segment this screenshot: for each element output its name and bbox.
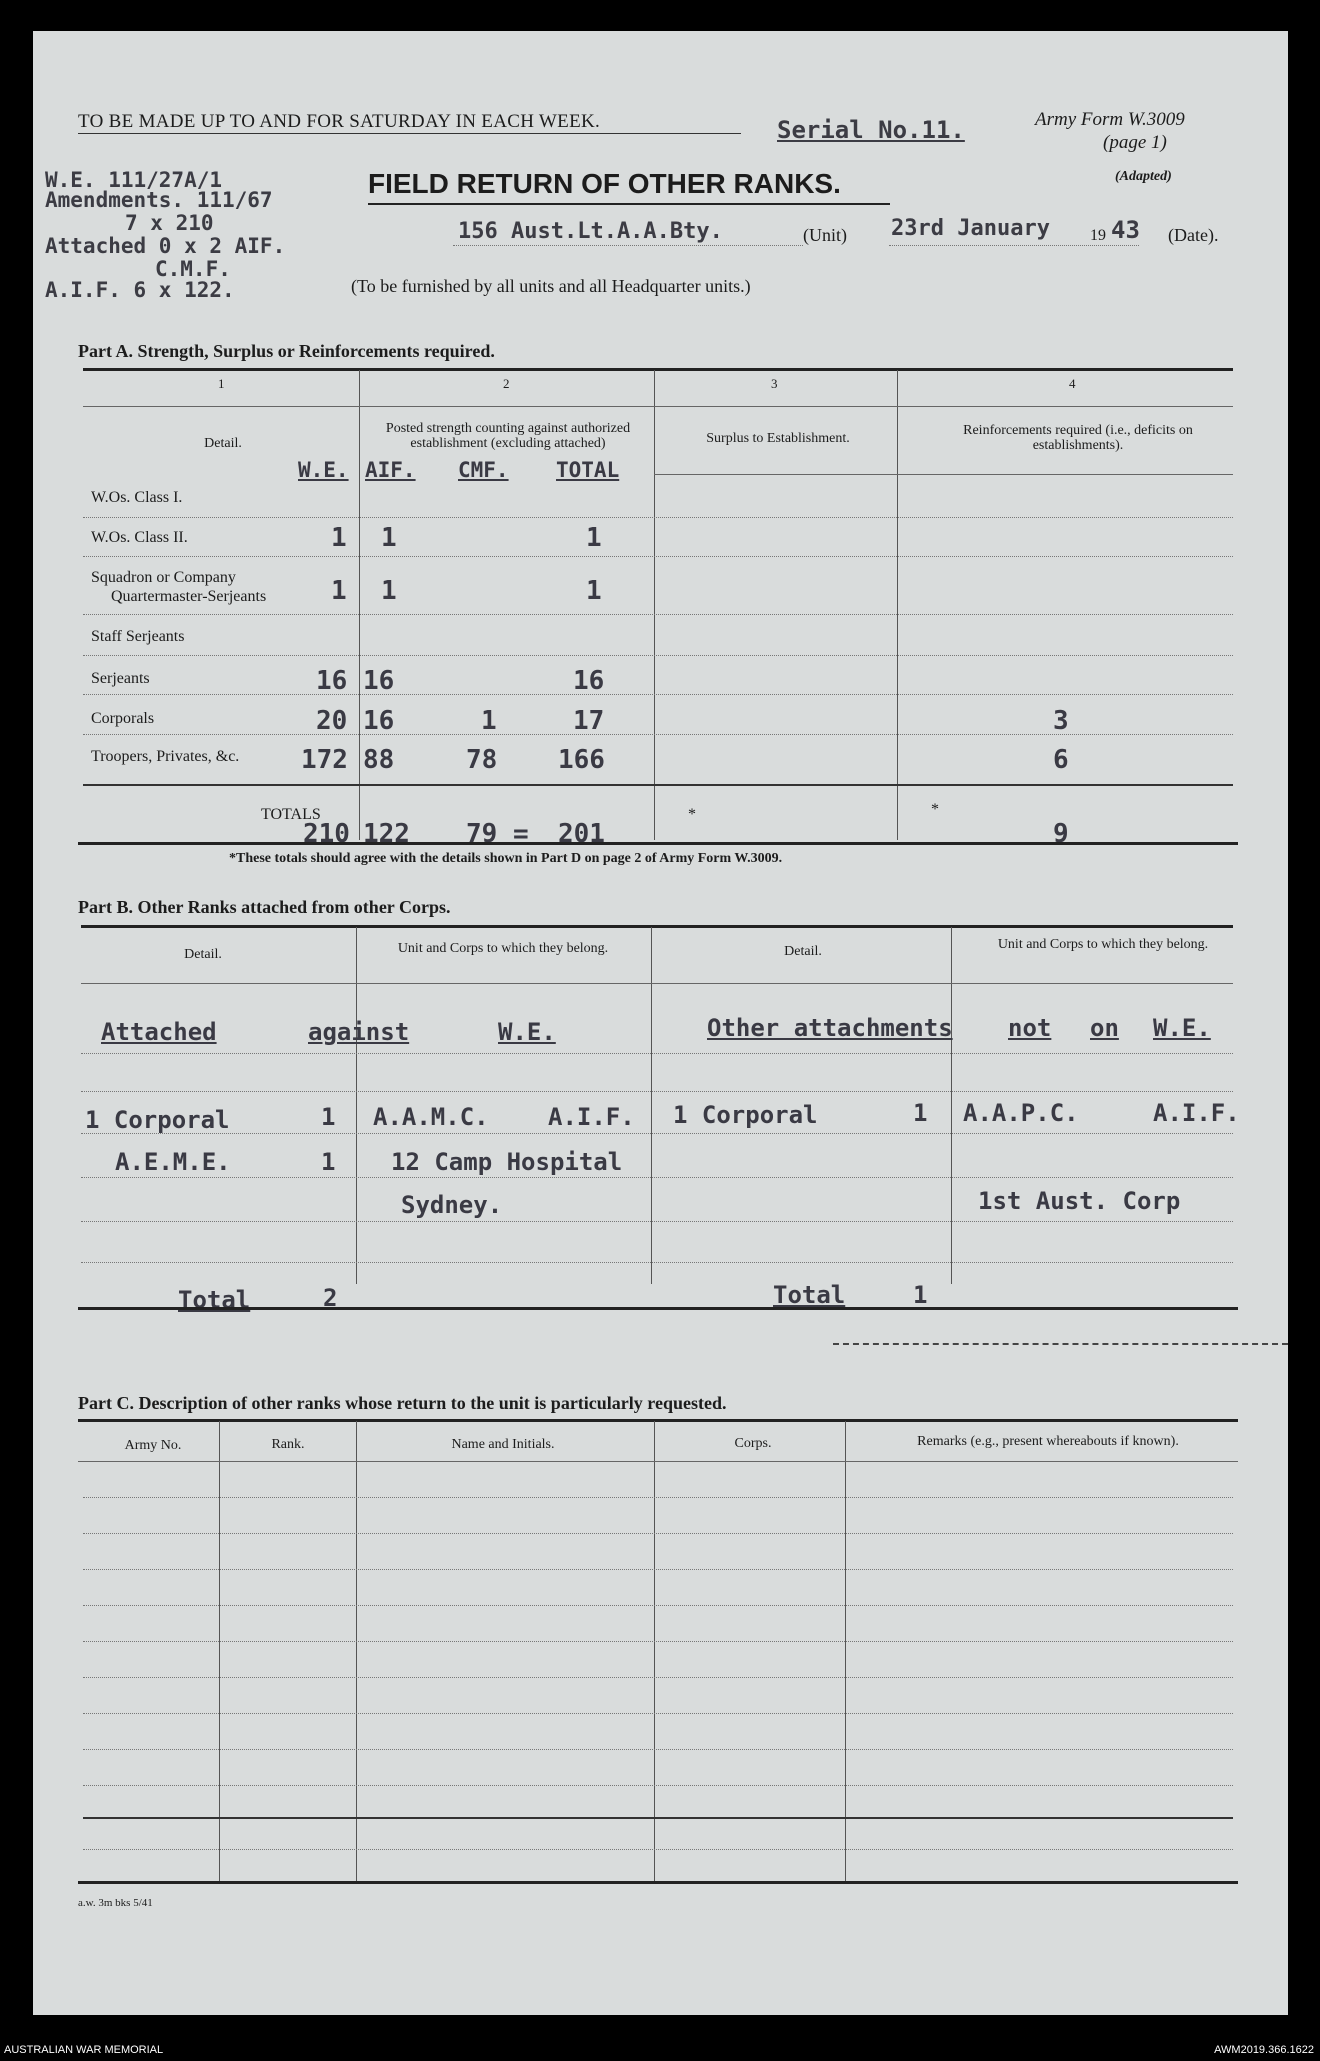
part-c-col-remarks: Remarks (e.g., present whereabouts if known). (917, 1434, 1179, 1449)
part-a-footnote: *These totals should agree with the details shown in Part D on page 2 of Army Form W.3009. (229, 851, 783, 866)
col-number-1: 1 (218, 376, 225, 391)
page-label: (page 1) (1103, 132, 1167, 153)
unit-label: (Unit) (803, 225, 847, 245)
part-b-left-heading-3: W.E. (498, 1018, 556, 1046)
date-label: (Date). (1168, 225, 1219, 245)
part-c-col-army-no: Army No. (124, 1438, 182, 1453)
part-c-col-corps: Corps. (734, 1436, 772, 1451)
serial-number: Serial No.11. (777, 116, 965, 144)
part-b-col-detail-right: Detail. (784, 944, 822, 959)
form-paper: TO BE MADE UP TO AND FOR SATURDAY IN EACH WEEK. Serial No.11. Army Form W.3009 (page 1) (Adapted) W.E. 111/27A/1 Amendments. 111/67 7 x 210 Attached 0 x 2 AIF. C.M.F. A.I.F. 6 x 122. FIELD RETURN OF OTHER RANKS. 156 Aust.Lt.A.A.Bty. (Unit) 23rd January 19 43 (Date). (To be furnished by all units and all Headquarter units.) Part A. Strength, Surplus or Reinforcements required. 1 2 3 4 Detail. Posted strength counting against authorized establishment (excluding attached) Surplus to Establishment. Reinforcements required (i.e., deficits on establishments). W.E. AIF. CMF. TOTAL W.Os. Class I. W.Os. Class II. 1 1 1 Squadron or Company Quartermaster-Serjeants 1 1 1 Staff Serjeants Serjeants 16 16 16 Corporals 20 16 1 17 3 Troopers, Privates, &c. 172 88 78 166 6 TOTALS 210 122 79 = 201 * * 9 *These totals should agree with the details shown in Part D on page 2 of Army Form W.3009. Part B. Other Ranks attached from other Corps. Detail. Unit and Corps to which they belong. Detail. Unit and Corps to which they belong. Attached against W.E. Other attachments not on W.E. 1 Corporal 1 A.A.M.C. A.I.F. A.E.M.E. 1 12 Camp Hospital Sydney. 1 Corporal 1 A.A.P.C. A.I.F. 1st Aust. Corp Total 2 Total 1 Part C. Description of other ranks whose return to the unit is particularly requested. Army No. Rank. Name and Initials. Corps. Remarks (e.g., present whereabouts if known). a.w. 3m bks 5/41 (33, 31, 1288, 2015)
subheader-cmf: CMF. (458, 458, 509, 482)
archive-footer (0, 2040, 1320, 2061)
furnish-note: (To be furnished by all units and all Headquarter units.) (351, 276, 751, 296)
col-header-posted: Posted strength counting against authorized establishment (excluding attached) (385, 421, 631, 451)
part-b-heading: Part B. Other Ranks attached from other Corps. (78, 897, 451, 917)
part-b-left-heading-1: Attached (101, 1018, 217, 1046)
part-b-right-heading-1: Other attachments (707, 1014, 953, 1042)
part-b-col-unit-left: Unit and Corps to which they belong. (397, 941, 609, 956)
col-header-surplus: Surplus to Establishment. (706, 431, 850, 446)
part-c-heading: Part C. Description of other ranks whose return to the unit is particularly requested. (78, 1393, 727, 1413)
part-c-col-rank: Rank. (271, 1437, 305, 1452)
col-number-2: 2 (503, 376, 510, 391)
unit-value: 156 Aust.Lt.A.A.Bty. (458, 219, 723, 244)
year-suffix: 43 (1111, 216, 1140, 244)
print-code: a.w. 3m bks 5/41 (78, 1897, 153, 1909)
part-b-right-heading-3: on (1090, 1014, 1119, 1042)
col-header-reinforcements: Reinforcements required (i.e., deficits on establishments). (963, 423, 1193, 453)
subheader-we: W.E. (298, 458, 349, 482)
col-number-4: 4 (1069, 376, 1076, 391)
year-prefix: 19 (1090, 227, 1106, 244)
subheader-aif: AIF. (365, 458, 416, 482)
col-number-3: 3 (771, 376, 778, 391)
part-c-col-name: Name and Initials. (451, 1437, 555, 1452)
form-title: FIELD RETURN OF OTHER RANKS. (368, 168, 841, 199)
part-b-left-heading-2: against (308, 1018, 410, 1046)
part-b-right-heading-4: W.E. (1153, 1014, 1211, 1042)
subheader-total: TOTAL (556, 458, 620, 482)
part-b-right-heading-2: not (1008, 1014, 1052, 1042)
part-a-heading: Part A. Strength, Surplus or Reinforcements required. (78, 341, 495, 361)
adapted-label: (Adapted) (1115, 169, 1172, 184)
date-value: 23rd January (891, 216, 1050, 241)
footer-left: AUSTRALIAN WAR MEMORIAL (4, 2044, 164, 2056)
part-b-col-unit-right: Unit and Corps to which they belong. (997, 937, 1209, 952)
footer-right: AWM2019.366.1622 (1214, 2044, 1314, 2056)
army-form-label: Army Form W.3009 (1035, 109, 1185, 130)
col-header-detail: Detail. (204, 436, 242, 451)
instruction-line: TO BE MADE UP TO AND FOR SATURDAY IN EACH WEEK. (78, 111, 601, 132)
part-b-col-detail-left: Detail. (184, 947, 222, 962)
